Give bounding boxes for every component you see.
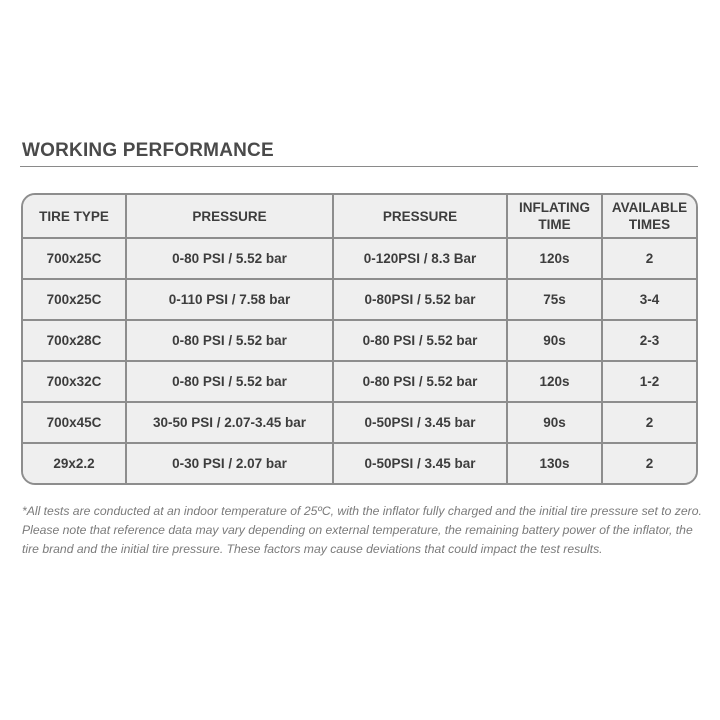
table-row (23, 320, 696, 361)
cell-tire-type: 29x2.2 (23, 443, 126, 483)
header-inflating-time-line1: INFLATING (519, 200, 590, 215)
header-available-times-line2: TIMES (628, 217, 671, 232)
cell-tire-type: 700x28C (23, 320, 126, 361)
header-available-times (602, 195, 696, 238)
page-title: WORKING PERFORMANCE (22, 140, 274, 161)
header-pressure-2-label: PRESSURE (382, 208, 458, 224)
cell-inflating-time: 120s (507, 238, 602, 279)
cell-pressure-2: 0-120PSI / 8.3 Bar (333, 238, 507, 279)
cell-available-times: 2-3 (602, 320, 696, 361)
cell-pressure-2: 0-50PSI / 3.45 bar (333, 443, 507, 483)
table-row (23, 279, 696, 320)
header-inflating-time (507, 195, 602, 238)
cell-available-times: 3-4 (602, 279, 696, 320)
table-row (23, 361, 696, 402)
header-inflating-time-line2: TIME (538, 217, 571, 232)
cell-pressure-2: 0-80PSI / 5.52 bar (333, 279, 507, 320)
header-available-times-line1: AVAILABLE (611, 200, 688, 215)
cell-tire-type: 700x25C (23, 279, 126, 320)
header-tire-type-label: TIRE TYPE (39, 208, 109, 224)
table-row (23, 238, 696, 279)
performance-table (23, 195, 696, 483)
test-conditions-footnote: *All tests are conducted at an indoor temperature of 25ºC, with the inflator fully charged and the initial tire pressure set to zero. Please note that reference data may vary depending on external temperature, the remaining battery power of the inflator, the tire brand and the initial tire pressure. These factors may cause deviations that could impact the test results. (22, 504, 702, 556)
cell-pressure-2: 0-80 PSI / 5.52 bar (333, 361, 507, 402)
cell-available-times: 2 (602, 402, 696, 443)
table-row (23, 402, 696, 443)
header-pressure-1-label: PRESSURE (192, 208, 267, 224)
title-divider (20, 166, 698, 167)
cell-pressure-1: 30-50 PSI / 2.07-3.45 bar (126, 402, 333, 443)
cell-pressure-1: 0-80 PSI / 5.52 bar (126, 320, 333, 361)
cell-inflating-time: 90s (507, 402, 602, 443)
cell-inflating-time: 120s (507, 361, 602, 402)
header-tire-type (23, 195, 126, 238)
cell-pressure-1: 0-80 PSI / 5.52 bar (126, 361, 333, 402)
table-row (23, 443, 696, 483)
performance-table-container (21, 193, 698, 485)
cell-tire-type: 700x25C (23, 238, 126, 279)
cell-inflating-time: 75s (507, 279, 602, 320)
cell-inflating-time: 90s (507, 320, 602, 361)
cell-available-times: 1-2 (602, 361, 696, 402)
cell-available-times: 2 (602, 443, 696, 483)
cell-pressure-2: 0-50PSI / 3.45 bar (333, 402, 507, 443)
cell-pressure-2: 0-80 PSI / 5.52 bar (333, 320, 507, 361)
cell-pressure-1: 0-80 PSI / 5.52 bar (126, 238, 333, 279)
cell-pressure-1: 0-30 PSI / 2.07 bar (126, 443, 333, 483)
header-pressure-1 (126, 195, 333, 238)
table-header-row (23, 195, 696, 238)
header-pressure-2 (333, 195, 507, 238)
cell-tire-type: 700x32C (23, 361, 126, 402)
cell-inflating-time: 130s (507, 443, 602, 483)
cell-pressure-1: 0-110 PSI / 7.58 bar (126, 279, 333, 320)
cell-tire-type: 700x45C (23, 402, 126, 443)
cell-available-times: 2 (602, 238, 696, 279)
